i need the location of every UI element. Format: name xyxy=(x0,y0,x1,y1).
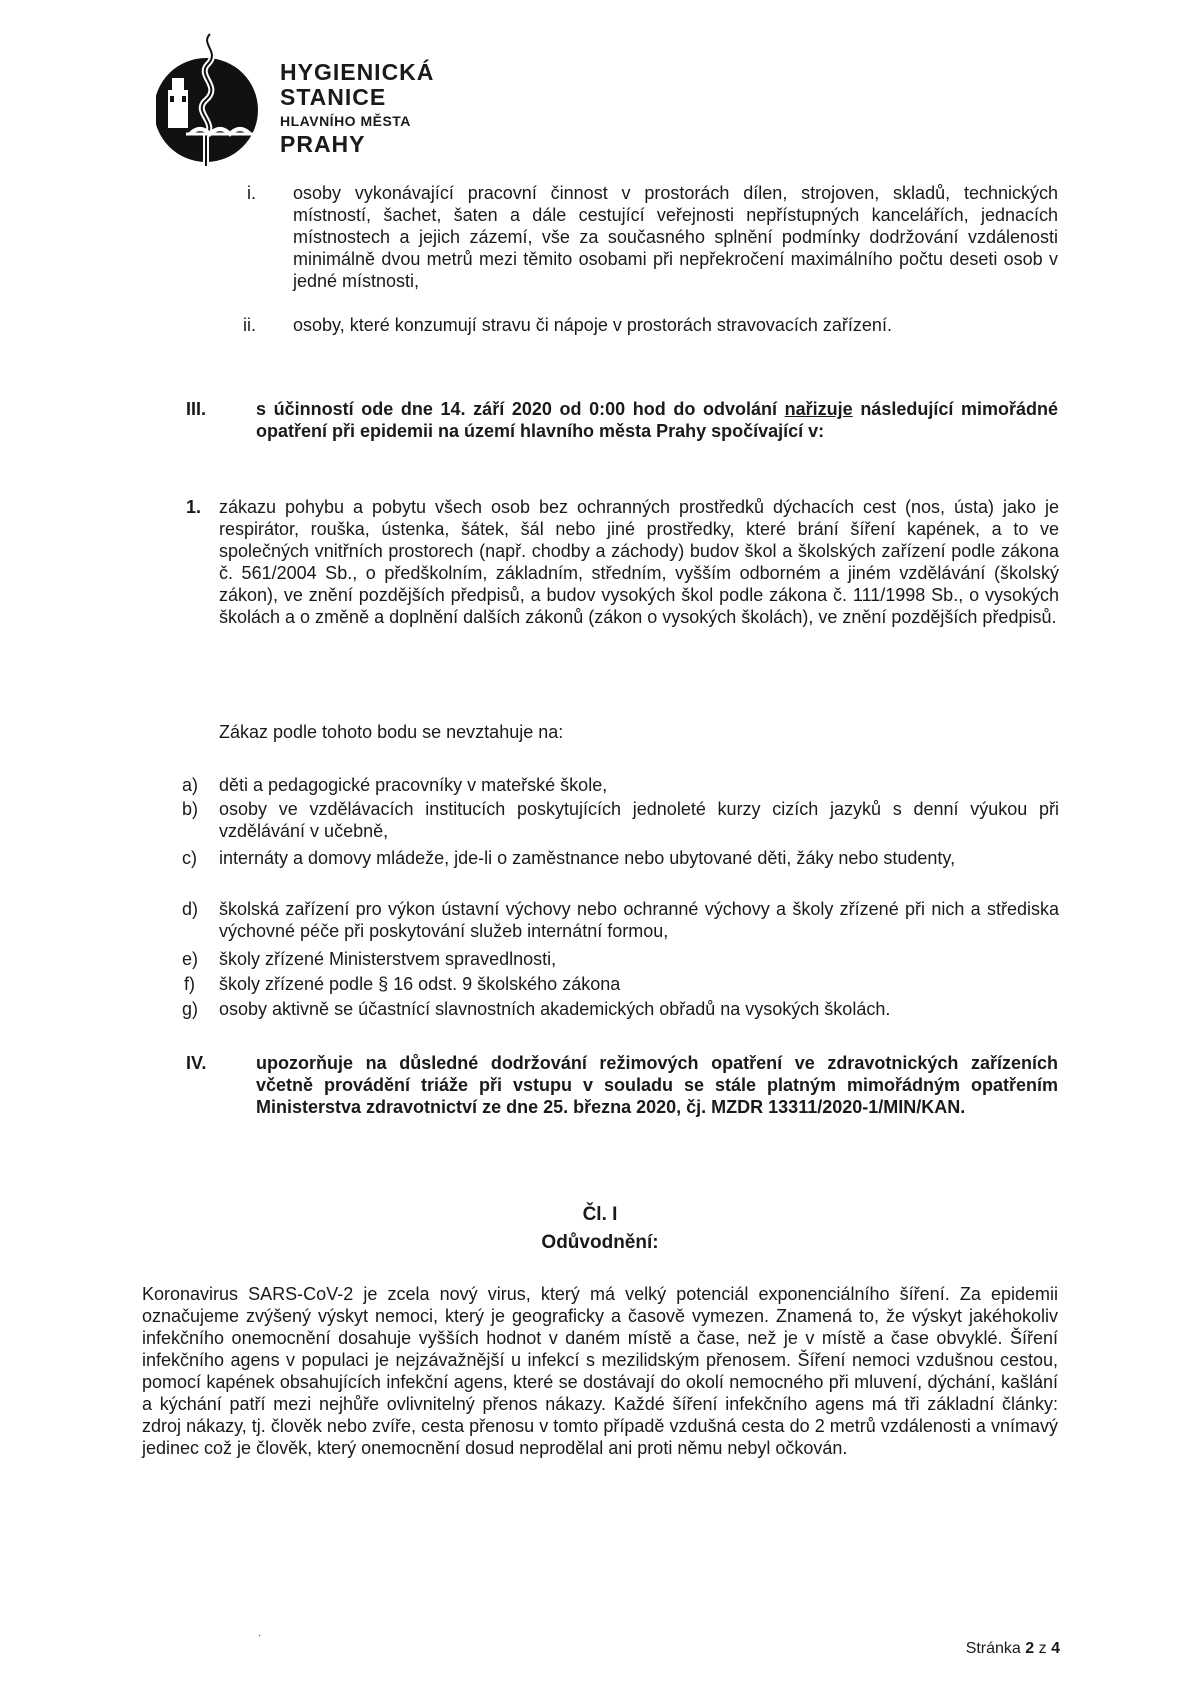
article-title: Odůvodnění: xyxy=(541,1232,659,1253)
exemption-intro: Zákaz podle tohoto bodu se nevztahuje na: xyxy=(219,722,564,742)
article-number: Čl. I xyxy=(582,1204,618,1225)
list-marker: a) xyxy=(182,775,199,795)
scan-dot: · xyxy=(258,1630,262,1641)
section-numeral: III. xyxy=(186,399,207,419)
current-page: 2 xyxy=(1025,1640,1035,1657)
page-separator: z xyxy=(1038,1640,1047,1657)
logo-line-1: HYGIENICKÁ xyxy=(280,59,435,85)
list-marker: ii. xyxy=(243,315,256,335)
list-marker: f) xyxy=(184,974,195,994)
list-marker: b) xyxy=(182,799,199,819)
exemption-item: osoby ve vzdělávacích institucích poskytujících jednoleté kurzy cizích jazyků s denní výukou při vzdělávání v učebně, xyxy=(219,799,1059,841)
exemption-item: osoby aktivně se účastnící slavnostních akademických obřadů na vysokých školách. xyxy=(219,999,891,1019)
section-iv-text: upozorňuje na důsledné dodržování režimových opatření ve zdravotnických zařízeních včetně provádění triáže při vstupu v souladu se stále platným mimořádným opatřením Ministerstva zdravotnictví ze dne 25. března 2020, čj. MZDR 13311/2020-1/MIN/KAN. xyxy=(256,1053,1058,1117)
section-numeral: IV. xyxy=(186,1053,207,1073)
page-label: Stránka xyxy=(965,1640,1021,1657)
section-iii-underlined: nařizuje xyxy=(784,399,853,419)
section-iii-text-end: následující mimořádné opatření při epidemii na území hlavního města Prahy spočívající v: xyxy=(256,399,1059,441)
logo-line-4: PRAHY xyxy=(280,131,366,157)
list-marker: g) xyxy=(182,999,199,1019)
justification-paragraph: Koronavirus SARS-CoV-2 je zcela nový virus, který má velký potenciál exponenciálního šíření. Za epidemii označujeme zvýšený výskyt nemoci, který je geograficky a časově vymezen. Znamená to, že výskyt jakéhokoliv infekčního onemocnění dosahuje vyšších hodnot v daném místě a čase, než je v místě a čase obvyklé. Šíření infekčního agens v populaci je nejzávažnější u infekcí s mezilidským přenosem. Šíření nemoci vzdušnou cestou, pomocí kapének obsahujících infekční agens, které se dostávají do okolí nemocného při mluvení, dýchání, kašlání a kýchání patří mezi nejhůře ovlivnitelný přenos nákazy. Každé šíření infekčního agens má tři základní články: zdroj nákazy, tj. člověk nebo zvíře, cesta přenosu v tomto případě vzdušná cesta do 2 metrů vzdálenosti a vnímavý jedinec což je člověk, který onemocnění dosud neprodělal ani proti němu nebyl očkován. xyxy=(142,1284,1058,1458)
point-1-text: zákazu pohybu a pobytu všech osob bez ochranných prostředků dýchacích cest (nos, ústa) jako je respirátor, rouška, ústenka, šátek, šál nebo jiné prostředky, které brání šíření kapének, a to ve společných vnitřních prostorech (např. chodby a záchody) budov škol a školských zařízení podle zákona č. 561/2004 Sb., o předškolním, základním, středním, vyšším odborném a jiném vzdělávání (školský zákon), ve znění pozdějších předpisů, a budov vysokých škol podle zákona č. 111/1998 Sb., o vysokých školách a o změně a doplnění dalších zákonů (zákon o vysokých školách), ve znění pozdějších předpisů. xyxy=(219,497,1059,627)
total-pages: 4 xyxy=(1051,1640,1060,1657)
list-marker: e) xyxy=(182,949,199,969)
logo-line-3: HLAVNÍHO MĚSTA xyxy=(280,113,411,129)
exemption-item: osoby vykonávající pracovní činnost v prostorách dílen, strojoven, skladů, technických místností, šachet, šaten a dále cestující veřejnosti nepřístupných kancelářích, jednacích místnostech a jejich zázemí, vše za současného splnění podmínky dodržování vzdálenosti minimálně dvou metrů mezi těmito osobami při nepřekročení maximálního počtu deseti osob v jedné místnosti, xyxy=(293,183,1058,291)
hygiene-station-logo-icon xyxy=(156,30,264,168)
exemption-item: internáty a domovy mládeže, jde-li o zaměstnance nebo ubytované děti, žáky nebo studenty, xyxy=(219,848,956,868)
list-marker: c) xyxy=(182,848,197,868)
section-iii-text xyxy=(256,398,1058,442)
point-number: 1. xyxy=(186,497,202,517)
exemption-item: děti a pedagogické pracovníky v mateřské škole, xyxy=(219,775,608,795)
section-iii-text-start: s účinností ode dne 14. září 2020 od 0:00 hod do odvolání xyxy=(256,399,785,419)
exemption-item: školská zařízení pro výkon ústavní výchovy nebo ochranné výchovy a školy zřízené při nich a střediska výchovné péče při poskytování služeb internátní formou, xyxy=(219,899,1059,941)
list-marker: d) xyxy=(182,899,199,919)
list-marker: i. xyxy=(247,183,256,203)
exemption-item: osoby, které konzumují stravu či nápoje v prostorách stravovacích zařízení. xyxy=(293,315,892,335)
logo-line-2: STANICE xyxy=(280,84,387,110)
page-footer xyxy=(966,1640,1060,1658)
logo-text xyxy=(280,60,434,157)
exemption-item: školy zřízené Ministerstvem spravedlnosti, xyxy=(219,949,557,969)
exemption-item: školy zřízené podle § 16 odst. 9 školského zákona xyxy=(219,974,621,994)
